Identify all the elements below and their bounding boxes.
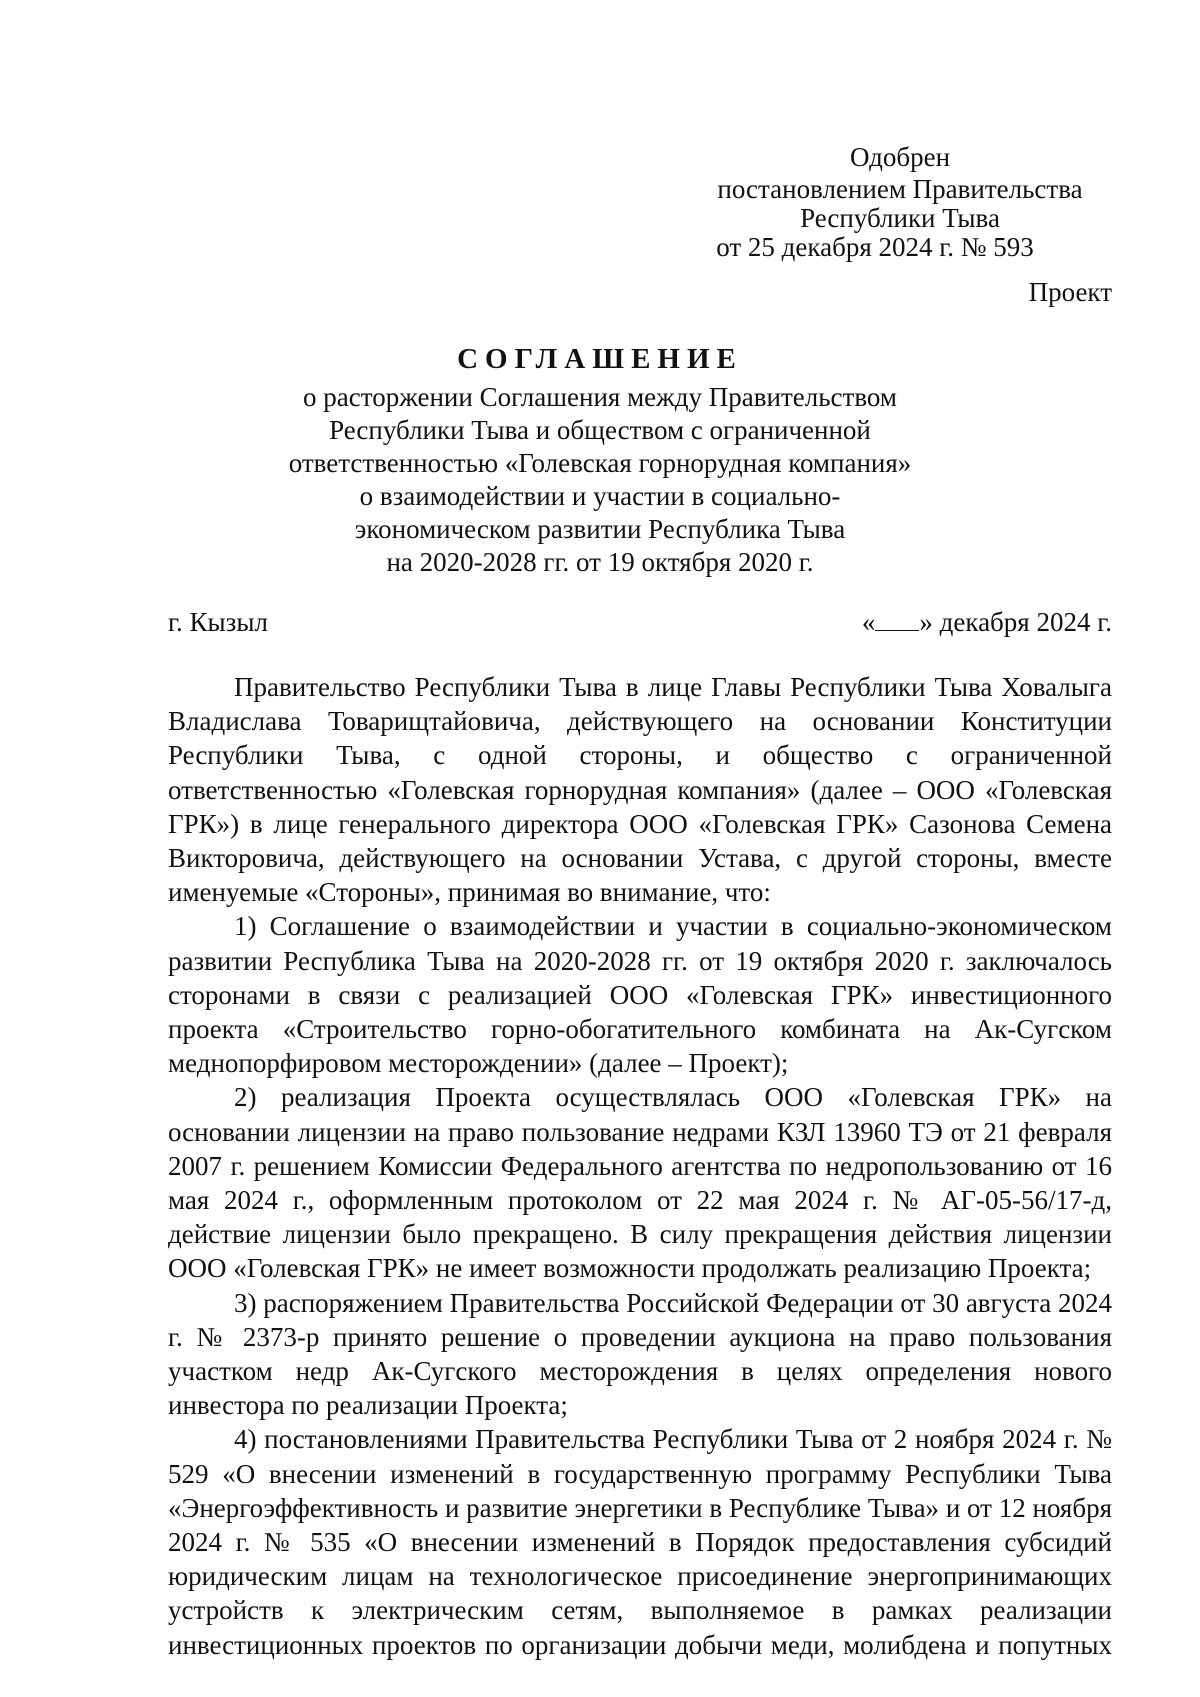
date-open-quote: « — [861, 607, 876, 637]
date-rest: » декабря 2024 г. — [919, 607, 1112, 637]
body-paragraph: 1) Соглашение о взаимодействии и участии в социально-экономическом развитии Республика Тыва на 2020-2028 гг. от 19 октября 2020 г. заключалось сторонами в связи с реализацией ООО «Голевская ГРК» инвестиционного проекта «Строительство горно-обогатительного комбината на Ак-Сугском меднопорфировом месторождении» (далее – Проект); — [168, 911, 1112, 1079]
body-paragraph: 4) постановлениями Правительства Республики Тыва от 2 ноября 2024 г. № 529 «О внесении изменений в государственную программу Республики Тыва «Энергоэффективность и развитие энергетики в Республике Тыва» и от 12 ноября 2024 г. № 535 «О внесении изменений в Порядок предоставления субсидий юридическим лицам на технологическое присоединение энергопринимающих устройств к электрическим сетям, выполняемое в рамках реализации инвестиционных проектов по организации добычи меди, молибдена и попутных — [168, 1424, 1112, 1660]
subtitle-line: ответственностью «Голевская горнорудная компания» — [288, 448, 912, 478]
body-paragraph: Правительство Республики Тыва в лице Главы Республики Тыва Ховалыга Владислава Товарищтайовича, действующего на основании Конституции Республики Тыва, с одной стороны, и общество с ограниченной ответственностью «Голевская горнорудная компания» (далее – ООО «Голевская ГРК») в лице генерального директора ООО «Голевская ГРК» Сазонова Семена Викторовича, действующего на основании Устава, с другой стороны, вместе именуемые «Стороны», принимая во внимание, что: — [168, 672, 1112, 908]
approval-line: постановлением Правительства — [717, 174, 1083, 204]
place: г. Кызыл — [168, 607, 268, 637]
approval-line: Республики Тыва — [800, 203, 1000, 233]
subtitle-line: Республики Тыва и обществом с ограниченной — [329, 415, 871, 445]
document-title: СОГЛАШЕНИЕ — [457, 343, 743, 375]
body-paragraph: 2) реализация Проекта осуществлялась ООО «Голевская ГРК» на основании лицензии на право пользование недрами КЗЛ 13960 ТЭ от 21 февраля 2007 г. решением Комиссии Федерального агентства по недропользованию от 16 мая 2024 г., оформленным протоколом от 22 мая 2024 г. № АГ-05-56/17-д, действие лицензии было прекращено. В силу прекращения действия лицензии ООО «Голевская ГРК» не имеет возможности продолжать реализацию Проекта; — [168, 1082, 1112, 1284]
agreement-body — [168, 670, 1112, 1662]
subtitle-line: экономическом развитии Республика Тыва — [354, 514, 846, 544]
date-day-blank — [875, 608, 919, 631]
approval-stamp — [690, 141, 1110, 263]
date — [862, 606, 1112, 638]
title-block — [140, 341, 1060, 579]
approval-line: от 25 декабря 2024 г. № 593 — [716, 232, 1034, 262]
body-paragraph: 3) распоряжением Правительства Российской Федерации от 30 августа 2024 г. № 2373-р принято решение о проведении аукциона на право пользования участком недр Ак-Сугского месторождения в целях определения нового инвестора по реализации Проекта; — [168, 1287, 1112, 1421]
subtitle-line: на 2020-2028 гг. от 19 октября 2020 г. — [386, 547, 814, 577]
project-mark: Проект — [1028, 277, 1112, 307]
subtitle-line: о расторжении Соглашения между Правительством — [303, 382, 897, 412]
subtitle-line: о взаимодействии и участии в социально- — [359, 481, 841, 511]
approval-line: Одобрен — [849, 142, 951, 172]
